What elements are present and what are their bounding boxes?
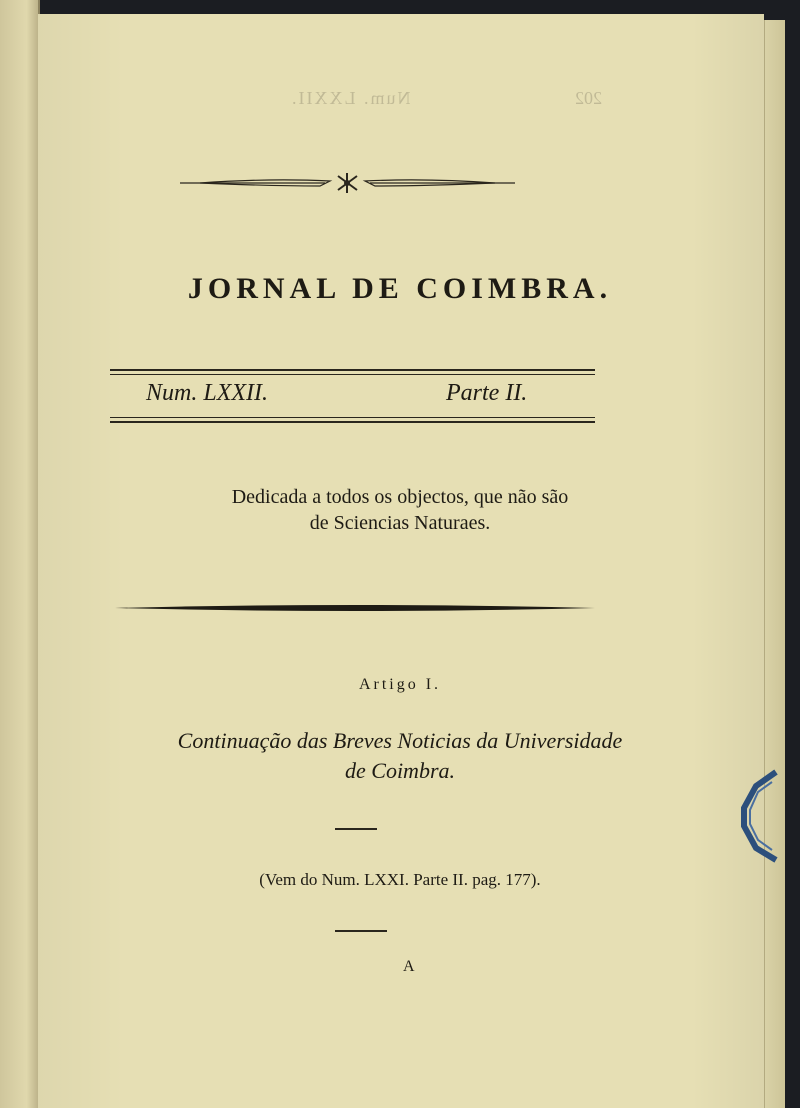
issue-number: Num. LXXII. — [146, 380, 268, 406]
ornament-divider — [180, 170, 515, 196]
article-label: Artigo I. — [358, 676, 442, 693]
signature-mark: A — [403, 958, 415, 975]
short-rule-1 — [335, 828, 377, 830]
article-title-line-1: Continuação das Breves Noticias da Universidade — [177, 728, 623, 753]
dedication-line-2: de Sciencias Naturaes. — [309, 512, 491, 534]
article-title-line-2: de Coimbra. — [345, 758, 455, 783]
facing-page-edge — [0, 0, 40, 1108]
issue-part: Parte II. — [446, 380, 528, 406]
journal-title: JORNAL DE COIMBRA. — [187, 272, 613, 305]
short-rule-2 — [335, 930, 387, 932]
article-title — [0, 726, 800, 786]
page-stack-edge — [764, 20, 785, 1108]
rule-top-2 — [110, 374, 595, 375]
continued-from-note: (Vem do Num. LXXI. Parte II. pag. 177). — [259, 870, 541, 889]
bleed-through-page-number: 202 — [575, 88, 602, 108]
dedication — [0, 484, 800, 536]
library-stamp-icon — [738, 768, 778, 864]
bleed-through-header: Num. LXXII. — [290, 88, 411, 108]
rule-top-1 — [110, 369, 595, 371]
rule-bottom-2 — [110, 421, 595, 423]
rule-bottom-1 — [110, 417, 595, 418]
thick-divider — [115, 600, 595, 616]
dedication-line-1: Dedicada a todos os objectos, que não são — [231, 486, 569, 508]
